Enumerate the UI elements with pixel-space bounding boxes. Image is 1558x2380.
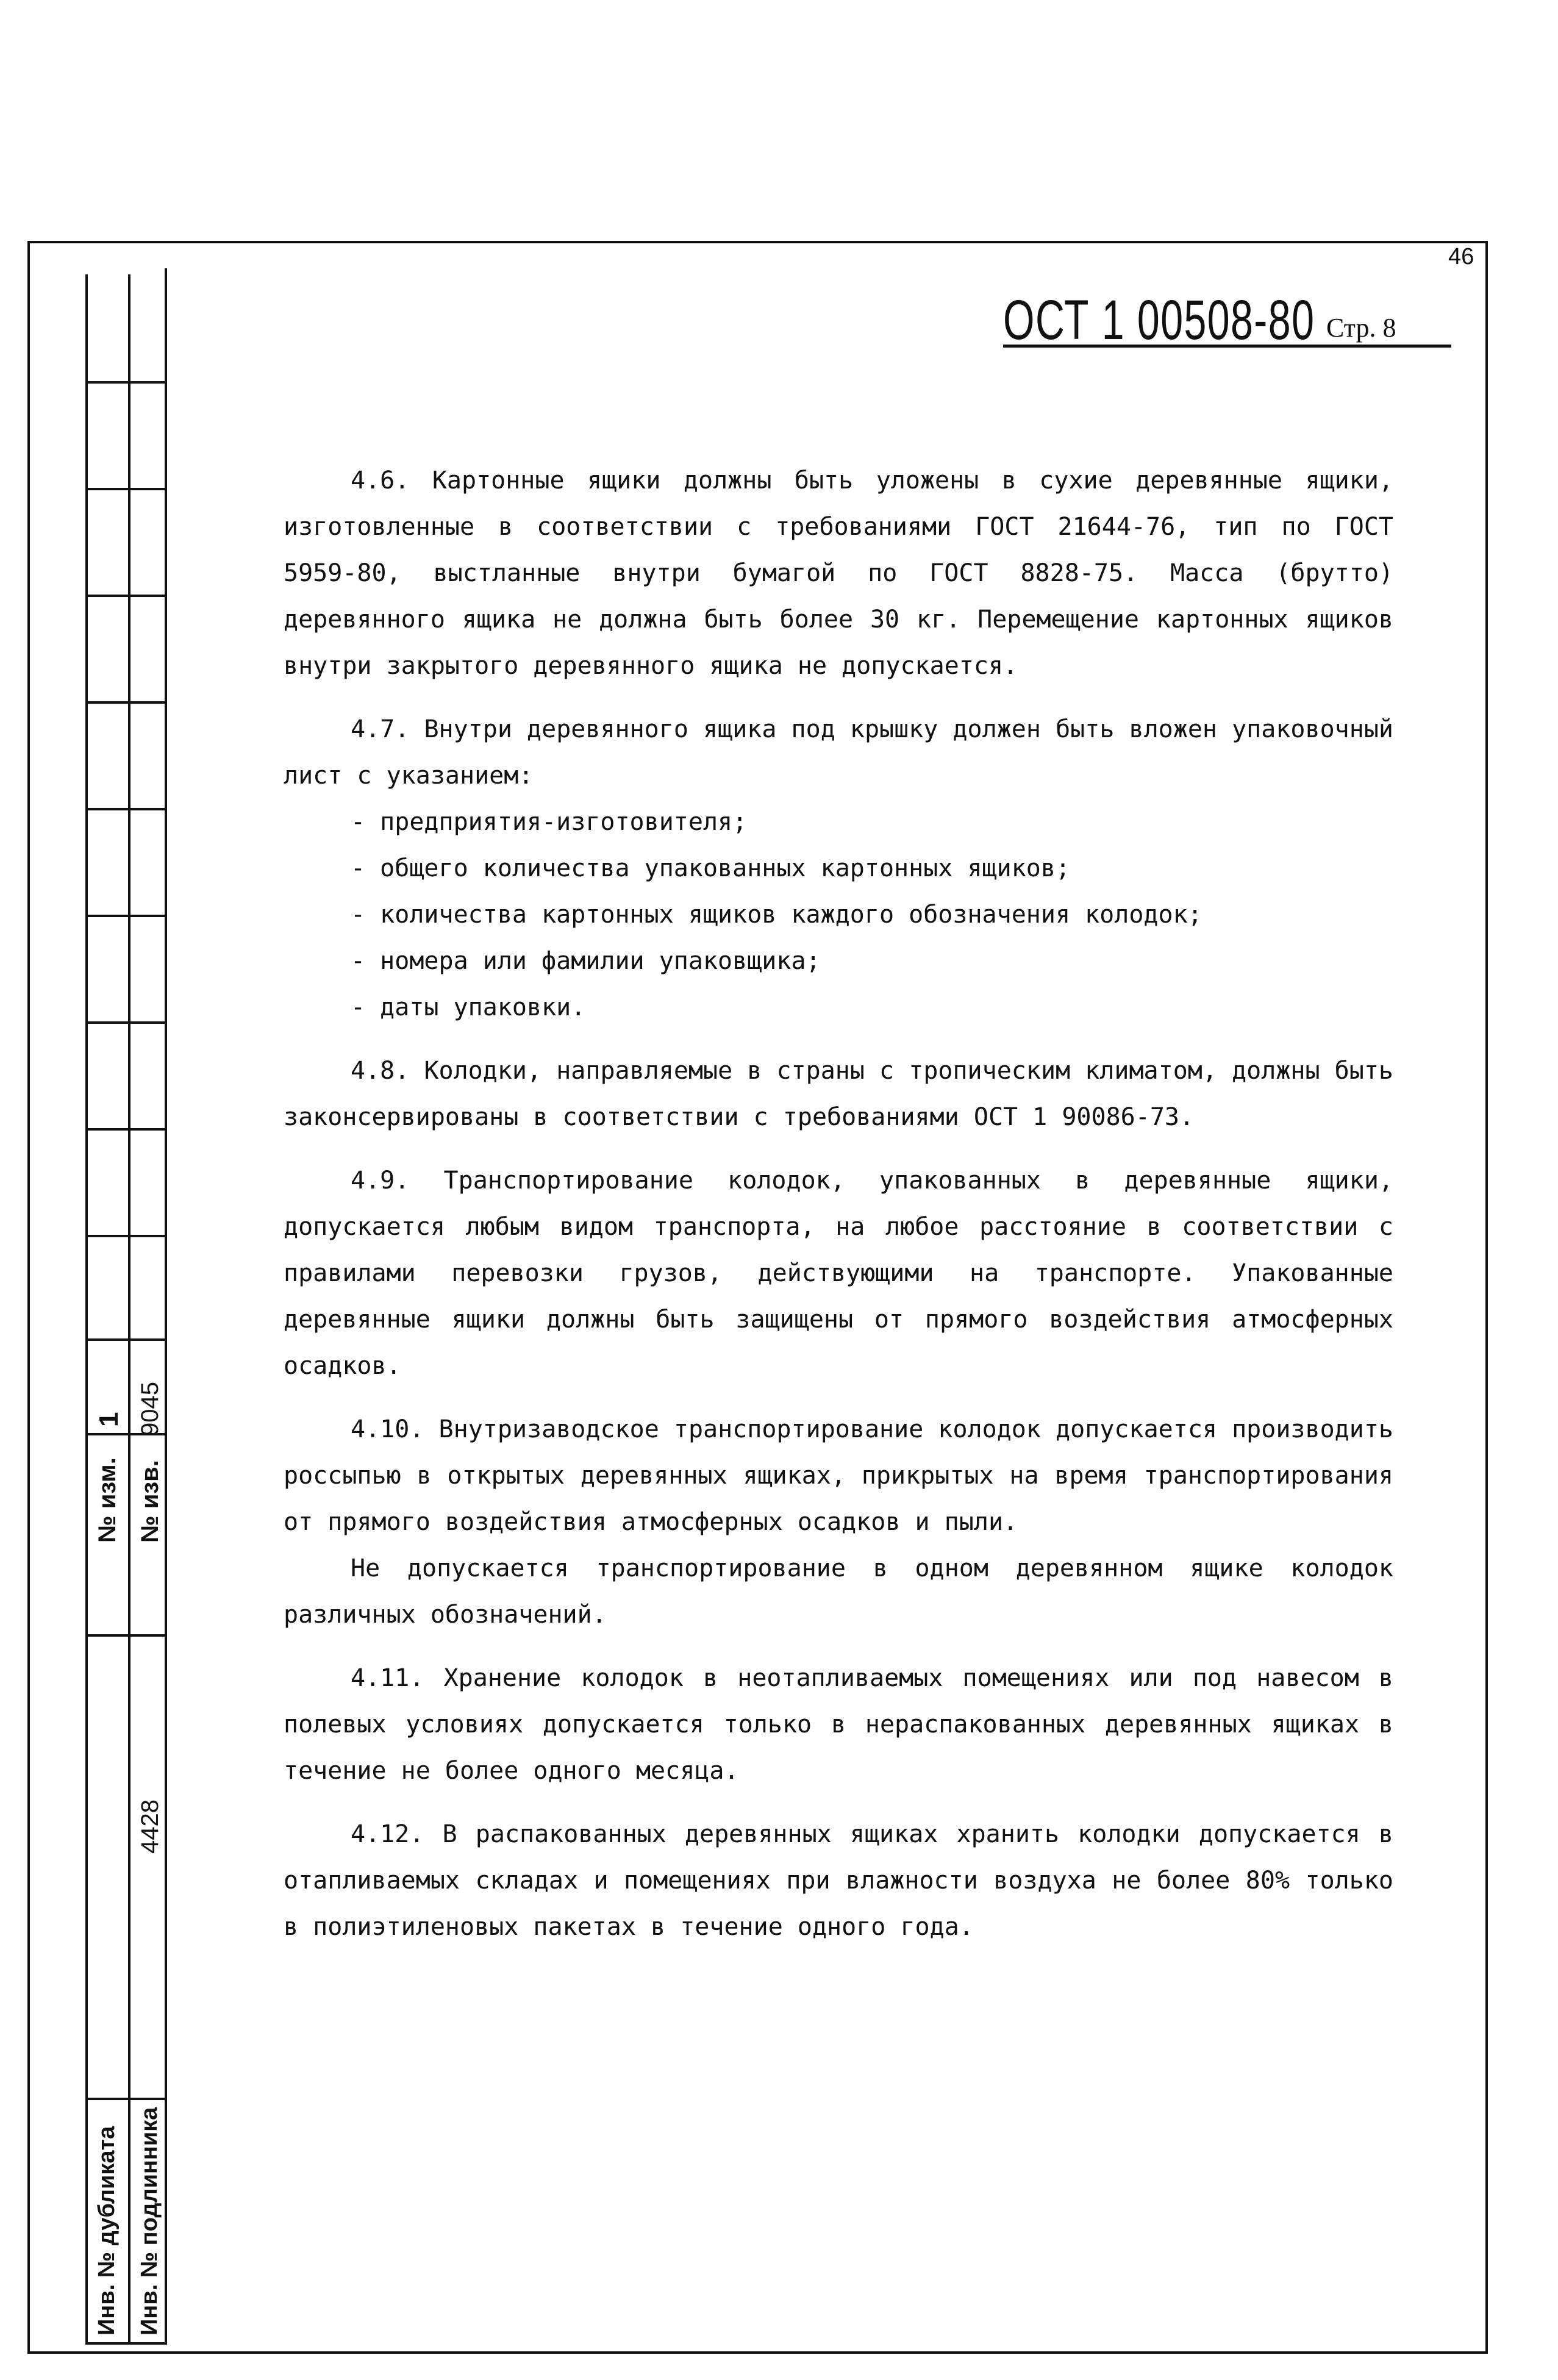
corner-number: 46	[1448, 244, 1474, 270]
section-number: 4.8.	[351, 1057, 410, 1085]
section-text: Транспортирование колодок, упакованных в деревянные ящики, допускается любым видом транспорта, на любое расстояние в соответствии с правилами перевозки грузов, действующими на транспорте. Упакованные деревянные ящики должны быть защищены от прямого воздействия атмосферных осадков.	[284, 1167, 1393, 1380]
section-number: 4.10.	[351, 1415, 424, 1443]
list-item: - общего количества упакованных картонных ящиков;	[351, 854, 1071, 882]
section-text: Колодки, направляемые в страны с тропическим климатом, должны быть законсервированы в соответствии с требованиями ОСТ 1 90086-73.	[284, 1057, 1393, 1131]
section-number: 4.9.	[351, 1167, 410, 1195]
label-inv-duplicate: Инв. № дубликата	[94, 2126, 120, 2335]
side-rule	[85, 1634, 165, 1637]
section-number: 4.7.	[351, 715, 410, 743]
section-number: 4.6.	[351, 466, 410, 495]
change-number: 1	[94, 1412, 124, 1427]
notice-number: 9045	[137, 1382, 163, 1436]
list-item: - предприятия-изготовителя;	[351, 808, 748, 836]
label-notice-no: № изв.	[137, 1460, 163, 1543]
section-4-7	[284, 706, 1393, 799]
standard-designation: ОСТ 1 00508-80	[1003, 289, 1315, 351]
side-rule	[85, 1338, 165, 1341]
inner-frame-line	[165, 268, 167, 2345]
label-change-no: № изм.	[94, 1457, 121, 1543]
label-inv-original: Инв. № подлинника	[137, 2107, 162, 2335]
section-4-10-extra: Не допускается транспортирование в одном деревянном ящике колодок различных обозначений.	[284, 1554, 1393, 1629]
side-rule	[85, 1128, 165, 1131]
side-rule	[85, 915, 165, 917]
section-4-8	[284, 1048, 1393, 1140]
side-rule	[85, 808, 165, 810]
document-body	[284, 457, 1393, 1950]
side-rule	[85, 2098, 165, 2100]
side-stamp	[85, 274, 165, 2345]
side-rule	[85, 1021, 165, 1024]
section-text: В распакованных деревянных ящиках хранить колодки допускается в отапливаемых складах и помещениях при влажности воздуха не более 80% только в полиэтиленовых пакетах в течение одного года.	[284, 1820, 1393, 1941]
side-rule	[85, 381, 165, 384]
side-outer-line	[85, 274, 88, 2345]
section-4-10	[284, 1406, 1393, 1545]
section-text: Внутризаводское транспортирование колодок допускается производить россыпью в открытых деревянных ящиках, прикрытых на время транспортирования от прямого воздействия атмосферных осадков и пыли.	[284, 1415, 1393, 1536]
section-text: Хранение колодок в неотапливаемых помещениях или под навесом в полевых условиях допускается только в нераспакованных деревянных ящиках в течение не более одного месяца.	[284, 1664, 1393, 1785]
section-number: 4.11.	[351, 1664, 424, 1692]
inv-original-number: 4428	[137, 1799, 163, 1854]
section-number: 4.12.	[351, 1820, 424, 1848]
side-rule	[85, 488, 165, 490]
section-text: Картонные ящики должны быть уложены в сухие деревянные ящики, изготовленные в соответствии с требованиями ГОСТ 21644-76, тип по ГОСТ 5959-80, выстланные внутри бумагой по ГОСТ 8828-75. Масса (брутто) деревянного ящика не должна быть более 30 кг. Перемещение картонных ящиков внутри закрытого деревянного ящика не допускается.	[284, 466, 1393, 680]
section-4-9	[284, 1157, 1393, 1389]
side-divider	[128, 274, 130, 2345]
list-item: - количества картонных ящиков каждого обозначения колодок;	[351, 901, 1202, 929]
document-header	[1003, 289, 1451, 351]
section-4-6	[284, 457, 1393, 689]
side-rule	[85, 2342, 165, 2345]
side-rule	[85, 595, 165, 597]
side-rule	[85, 1235, 165, 1237]
page-number: Стр. 8	[1326, 313, 1396, 343]
list-item: - даты упаковки.	[351, 993, 586, 1021]
section-4-12	[284, 1811, 1393, 1950]
list-item: - номера или фамилии упаковщика;	[351, 947, 821, 975]
section-4-11	[284, 1655, 1393, 1794]
section-text: Внутри деревянного ящика под крышку должен быть вложен упаковочный лист с указанием:	[284, 715, 1393, 790]
side-rule	[85, 701, 165, 704]
